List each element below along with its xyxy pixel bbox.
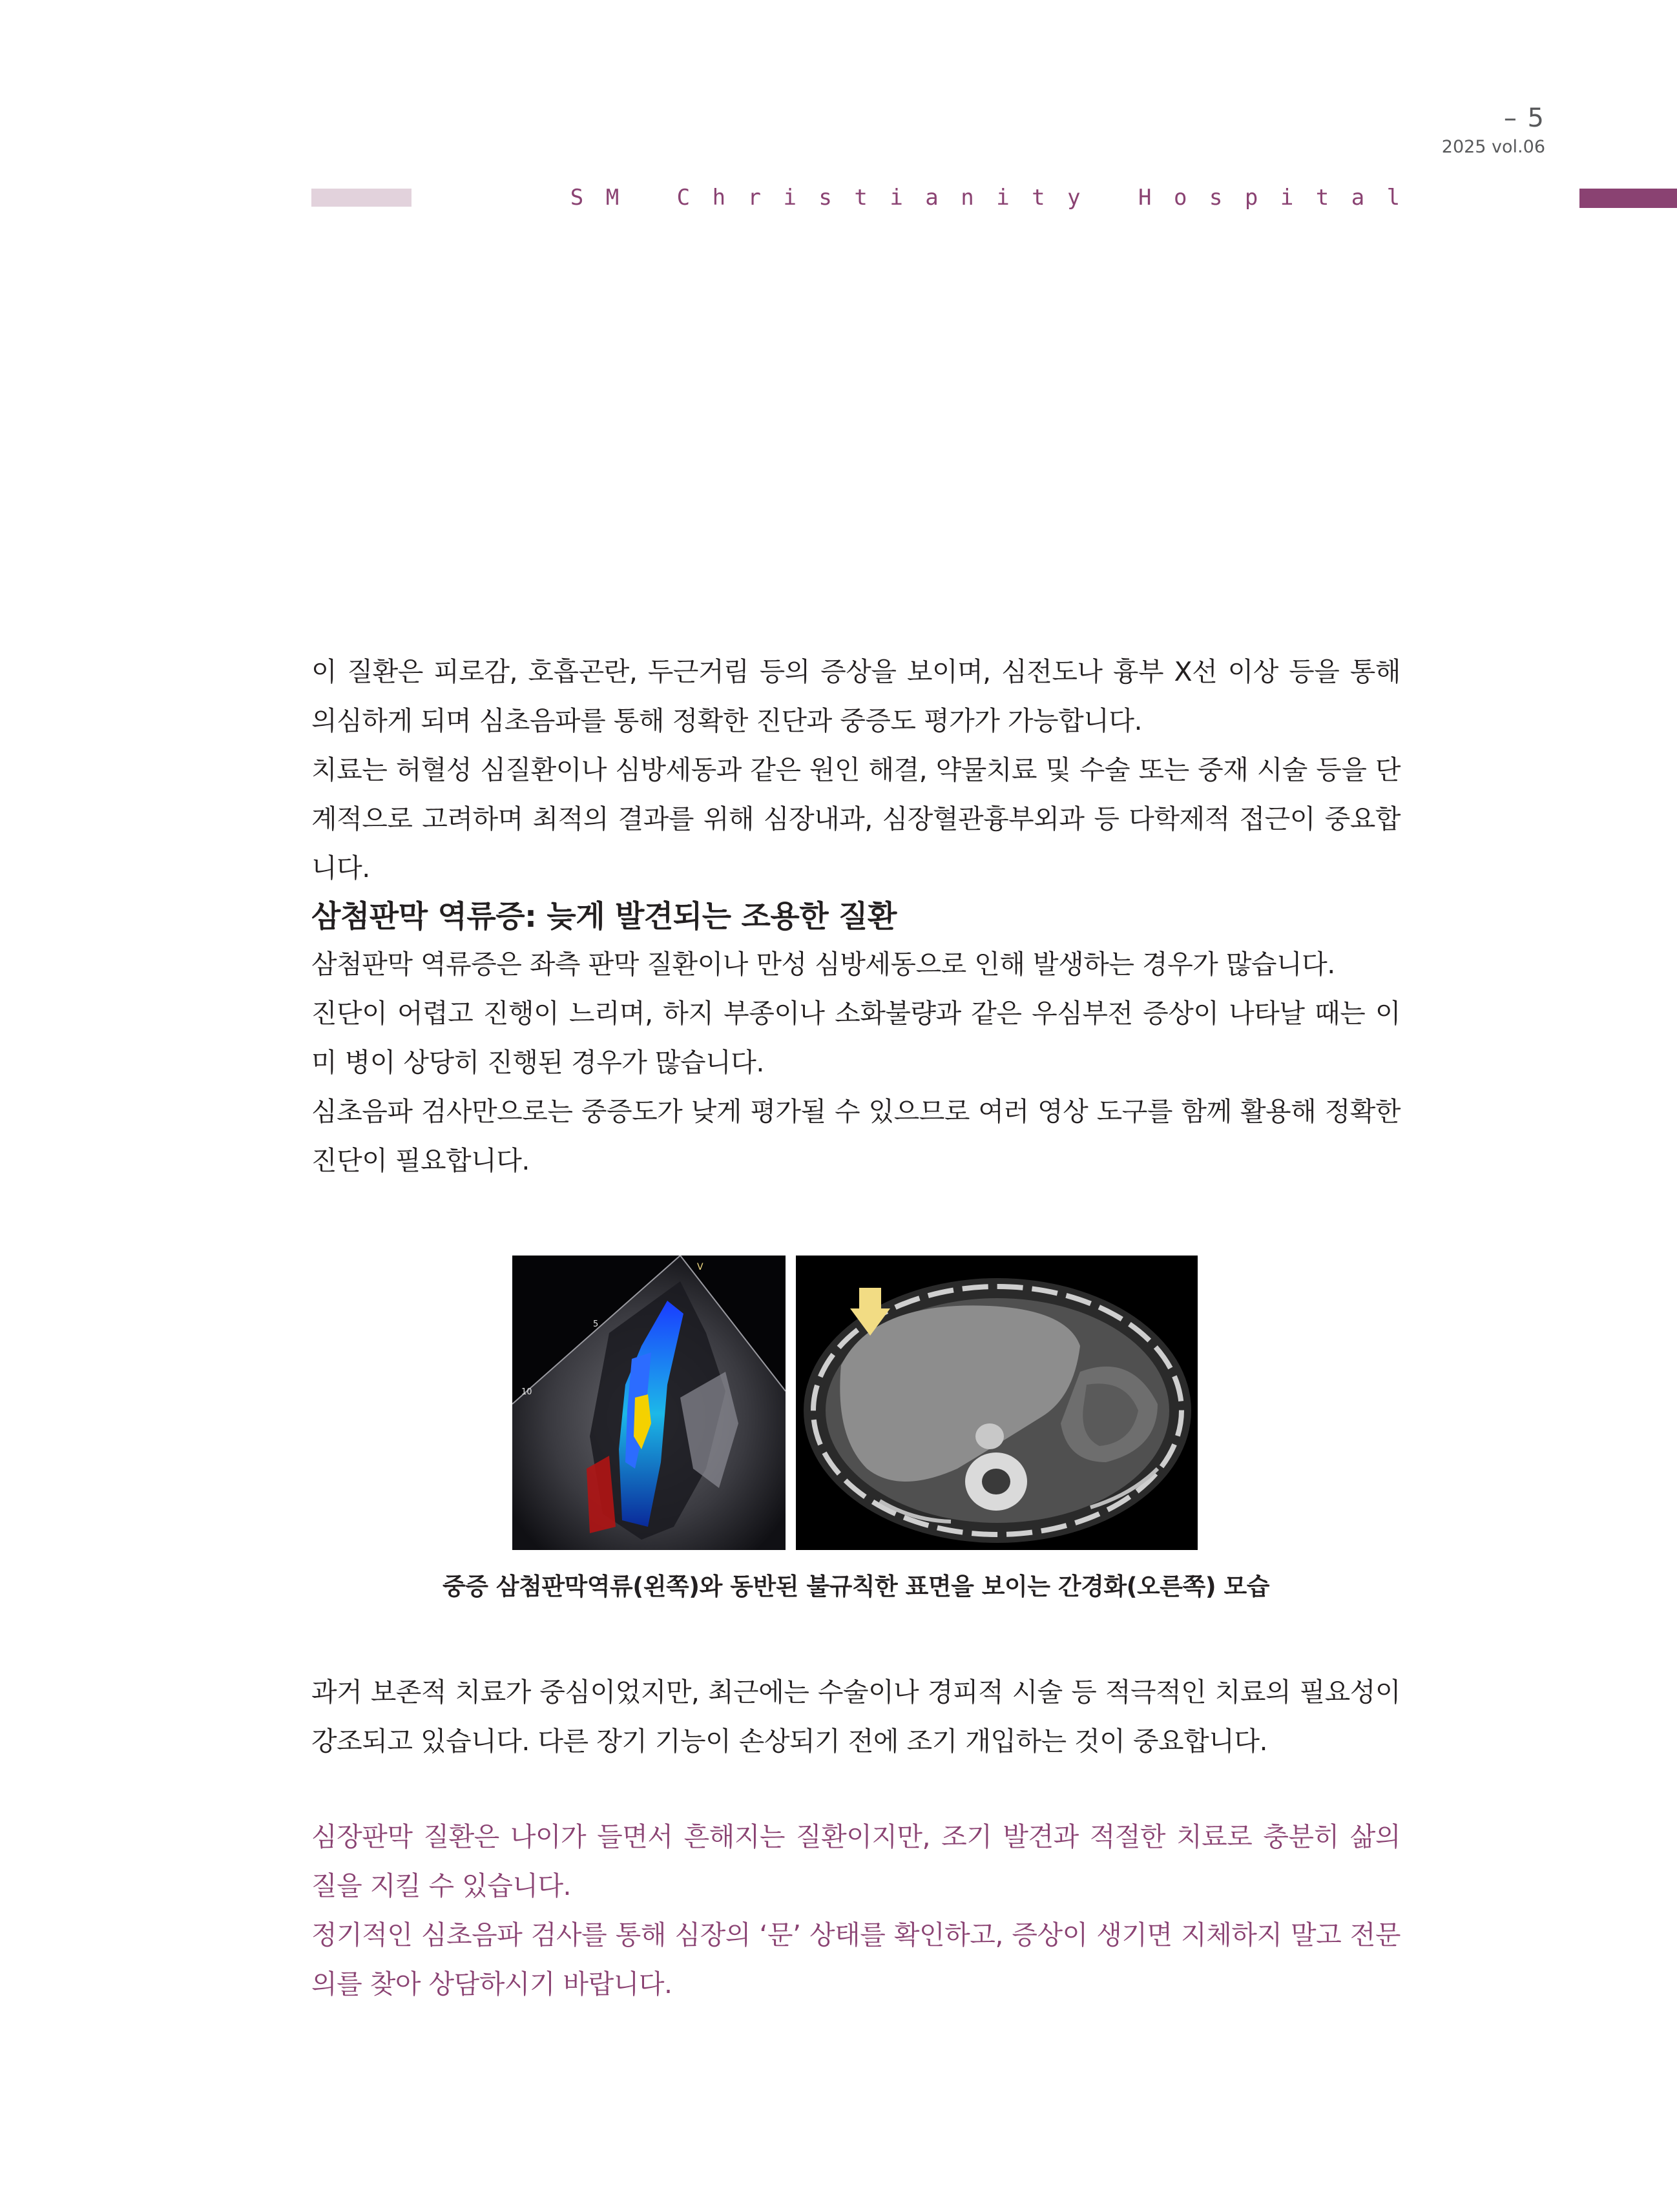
header-title-letter: n [961, 185, 974, 211]
intro-section [311, 647, 1401, 893]
echo-label-5: 5 [593, 1319, 599, 1329]
echo-label-10: 10 [521, 1387, 532, 1397]
closing-paragraph-2: 정기적인 심초음파 검사를 통해 심장의 ‘문’ 상태를 확인하고, 증상이 생기면 지체하지 말고 전문의를 찾아 상담하시기 바랍니다. [311, 1919, 1401, 2000]
header-title-letter: s [818, 185, 832, 211]
header-title-letter: a [1351, 185, 1365, 211]
header-accent-bar-left [311, 189, 411, 207]
section-paragraph-1: 삼첨판막 역류증은 좌측 판막 질환이나 만성 심방세동으로 인해 발생하는 경우가 많습니다. [311, 949, 1335, 980]
figure-caption: 중증 삼첨판막역류(왼쪽)와 동반된 불규칙한 표면을 보이는 간경화(오른쪽) 모습 [442, 1573, 1270, 1600]
header-title-letter: y [1067, 185, 1081, 211]
header-accent-bar-right [1579, 189, 1677, 208]
tricuspid-section [311, 893, 1401, 1185]
echo-label-v: V [697, 1262, 703, 1272]
header-title-letter: H [1138, 185, 1152, 211]
echocardiogram-image [512, 1256, 786, 1550]
header-title-letter [640, 185, 656, 211]
header-title-letter: S [570, 185, 584, 211]
section-paragraph-3: 심초음파 검사만으로는 중증도가 낮게 평가될 수 있으므로 여러 영상 도구를 함께 활용해 정확한 진단이 필요합니다. [311, 1096, 1401, 1176]
header-title-letter: p [1244, 185, 1258, 211]
header-title-letter: h [712, 185, 726, 211]
section-heading: 삼첨판막 역류증: 늦게 발견되는 조용한 질환 [311, 899, 897, 935]
header-title-letter: r [747, 185, 761, 211]
header-title-letter: M [605, 185, 620, 211]
header-title-letter: C [676, 185, 691, 211]
intro-paragraph-2: 치료는 허혈성 심질환이나 심방세동과 같은 원인 해결, 약물치료 및 수술 또는 중재 시술 등을 단계적으로 고려하며 최적의 결과를 위해 심장내과, 심장혈관흉부외과 등 다학제적 접근이 중요합니다. [311, 754, 1401, 884]
treatment-paragraph: 과거 보존적 치료가 중심이었지만, 최근에는 수술이나 경피적 시술 등 적극적인 치료의 필요성이 강조되고 있습니다. 다른 장기 기능이 손상되기 전에 조기 개입하는 것이 중요합니다. [311, 1677, 1401, 1757]
volume-label: 2025 vol.06 [1441, 137, 1545, 157]
header-title-letter [1101, 185, 1118, 211]
header-title-letter: i [890, 185, 903, 211]
ct-scan-image [796, 1256, 1198, 1550]
header-title-letter: o [1173, 185, 1187, 211]
closing-paragraph-1: 심장판막 질환은 나이가 들면서 흔해지는 질환이지만, 조기 발견과 적절한 치료로 충분히 삶의 질을 지킬 수 있습니다. [311, 1821, 1401, 1901]
header-title-letter: i [1280, 185, 1294, 211]
header-title-letter: i [996, 185, 1010, 211]
section-paragraph-2: 진단이 어렵고 진행이 느리며, 하지 부종이나 소화불량과 같은 우심부전 증상이 나타날 때는 이미 병이 상당히 진행된 경우가 많습니다. [311, 998, 1401, 1078]
hospital-name-header [568, 185, 1402, 211]
treatment-section [311, 1668, 1401, 1766]
intro-paragraph-1: 이 질환은 피로감, 호흡곤란, 두근거림 등의 증상을 보이며, 심전도나 흉부 X선 이상 등을 통해 의심하게 되며 심초음파를 통해 정확한 진단과 중증도 평가가 가능합니다. [311, 656, 1401, 736]
header-title-letter: t [1315, 185, 1329, 211]
header-title-letter: l [1386, 185, 1401, 211]
header-title-letter: t [854, 185, 868, 211]
header-title-letter: t [1032, 185, 1045, 211]
page-number: – 5 [1503, 103, 1545, 133]
header-title-letter: a [925, 185, 939, 211]
header-title-letter: i [783, 185, 797, 211]
header-title-letter: s [1209, 185, 1223, 211]
closing-section [311, 1812, 1401, 2009]
